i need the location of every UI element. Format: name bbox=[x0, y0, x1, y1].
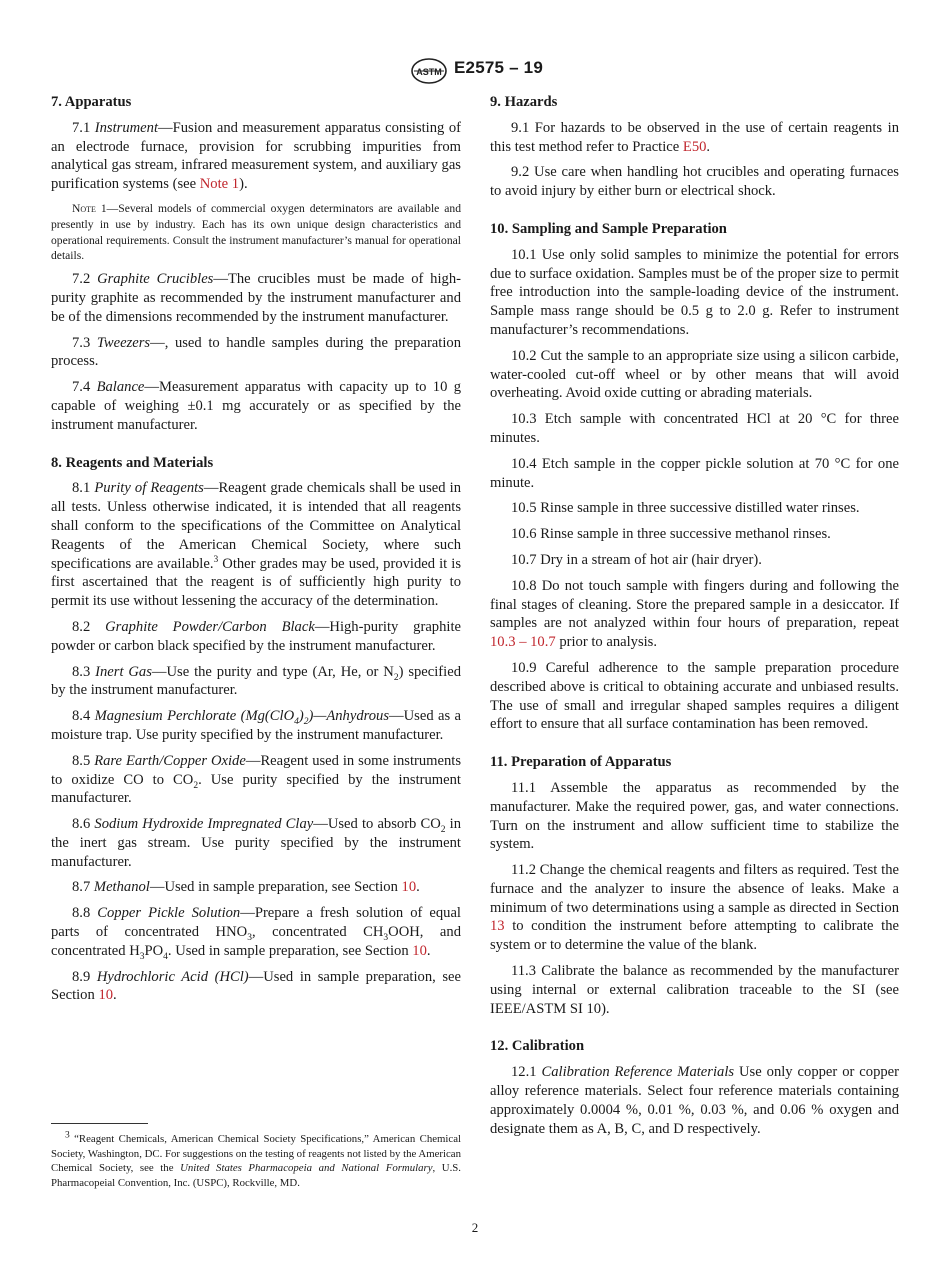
para-7-2: 7.2 Graphite Crucibles—The crucibles must be made of high-purity graphite as recommended by the instrument manufacturer and be of the dimensions recommended by the instrument manufacturer. bbox=[51, 271, 461, 325]
logo-text: ASTM bbox=[416, 67, 442, 77]
astm-logo bbox=[410, 58, 448, 84]
para-10-6: 10.6 Rinse sample in three successive methanol rinses. bbox=[511, 526, 831, 543]
para-10-8: 10.8 Do not touch sample with fingers during and following the final stages of cleaning. Store the prepared sample in a desiccator. If samples are not analyzed within four hours of preparation, repeat 10.3 – 10.7 prior to analysis. bbox=[490, 577, 899, 651]
section-10-link[interactable]: 10 bbox=[98, 987, 114, 1004]
footnote-ref: 3 bbox=[213, 554, 219, 565]
section-10-link[interactable]: 10 bbox=[401, 879, 417, 896]
right-column bbox=[490, 93, 899, 1145]
section-11-heading: 11. Preparation of Apparatus bbox=[490, 754, 672, 771]
para-8-5: 8.5 Rare Earth/Copper Oxide—Reagent used in some instruments to oxidize CO to $CO_2$. Use purity specified by the instrument manufacturer. bbox=[51, 752, 462, 807]
para-10-5: 10.5 Rinse sample in three successive distilled water rinses. bbox=[511, 500, 860, 517]
para-8-4: 8.4 Magnesium Perchlorate $(Mg(ClO_4)_2)—Anhydrous—Used$ as a moisture trap. Use purity specified by the instrument manufacturer. bbox=[51, 708, 461, 743]
section-8-heading: 8. Reagents and Materials bbox=[51, 454, 214, 471]
left-column bbox=[51, 93, 461, 1012]
para-10-2: 10.2 Cut the sample to an appropriate size using a silicon carbide, water-cooled cut-off wheel or by other means that will avoid overheating. Avoid oxide cutting or abrading materials. bbox=[490, 347, 899, 402]
section-13-link[interactable]: 13 bbox=[490, 918, 505, 935]
para-11-3: 11.3 Calibrate the balance as recommended by the manufacturer using internal or external calibration traceable to the SI (see IEEE/ASTM SI 10). bbox=[490, 963, 899, 1017]
note-1: Note 1—Several models of commercial oxygen determinators are available and presently in use by industry. Each has its own unique design characteristics and operational requirements. Consult the instrument manufacturer’s manual for operational details. bbox=[51, 201, 461, 263]
note-1-link[interactable]: Note 1 bbox=[199, 176, 240, 193]
para-8-7: 8.7 Methanol—Used in sample preparation, see Section 10. bbox=[72, 879, 420, 896]
para-10-1: 10.1 Use only solid samples to minimize the potential for errors due to surface oxidation. Samples must be of the proper size to permit free introduction into the sample-loading device of the instrument. Sample mass range should be 0.5 g to 2.0 g. Refer to instrument manufacturer’s recommendations. bbox=[490, 246, 899, 338]
footnote-3: $^3$ “Reagent Chemicals, American Chemical Society Specifications,” American Chemical Society, Washington, DC. For suggestions on the testing of reagents not listed by the American Chemical Society, see the United States Pharmacopeia and National Formulary, U.S. Pharmacopeial Convention, Inc. (USPC), Rockville, MD. bbox=[51, 1130, 461, 1189]
para-7-3: 7.3 Tweezers—, used to handle samples during the preparation process. bbox=[51, 334, 461, 370]
para-10-9: 10.9 Careful adherence to the sample preparation procedure described above is critical to obtaining accurate and unbiased results. The use of small and irregular shaped samples requires a diligent effort to ensure that all surface contamination has been removed. bbox=[490, 659, 899, 733]
para-8-1: 8.1 Purity of Reagents—Reagent grade chemicals shall be used in all tests. Unless otherwise indicated, it is intended that all reagents shall conform to the specifications of the Committee on Analytical Reagents of the American Chemical Society, where such specifications are available.$^3$ Other grades may be used, provided it is first ascertained that the reagent is of sufficiently high purity to permit its use without lessening the accuracy of the determination. bbox=[51, 480, 461, 610]
para-10-3: 10.3 Etch sample with concentrated HCl at 20 °C for three minutes. bbox=[490, 411, 899, 446]
para-9-2: 9.2 Use care when handling hot crucibles and operating furnaces to avoid injury by either burn or electrical shock. bbox=[490, 164, 899, 200]
para-7-1: 7.1 Instrument—Fusion and measurement apparatus consisting of an electrode furnace, provision for scrubbing impurities from analytical gas stream, infrared measurement system, and auxiliary gas purification systems (see Note 1). bbox=[51, 119, 461, 193]
section-12-heading: 12. Calibration bbox=[490, 1038, 585, 1055]
para-11-2: 11.2 Change the chemical reagents and filters as required. Test the furnace and the analyzer to insure the absence of leaks. Make a minimum of two determinations using a sample as directed in Section 13 to condition the instrument before attempting to calibrate the system or to determine the value of the blank. bbox=[490, 862, 899, 954]
para-8-6: 8.6 Sodium Hydroxide Impregnated Clay—Used to absorb $CO_2$ in the inert gas stream. Use purity specified by the instrument manufacturer. bbox=[51, 816, 462, 870]
document-id: E2575 – 19 bbox=[454, 58, 543, 77]
section-7-heading: 7. Apparatus bbox=[51, 94, 132, 110]
para-11-1: 11.1 Assemble the apparatus as recommended by the manufacturer. Make the required power, gas, and water connections. Turn on the instrument and allow sufficient time to stabilize the system. bbox=[490, 779, 899, 853]
para-12-1: 12.1 Calibration Reference Materials Use only copper or copper alloy reference materials. Select four reference materials containing approximately 0.0004 %, 0.01 %, 0.03 %, and 0.06 % oxygen and designate them as A, B, C, and D respectively. bbox=[490, 1064, 899, 1137]
steps-10-3-10-7-link[interactable]: 10.3 – 10.7 bbox=[490, 634, 556, 651]
para-8-9: 8.9 Hydrochloric Acid (HCl)—Used in sample preparation, see Section 10. bbox=[51, 968, 461, 1004]
para-10-4: 10.4 Etch sample in the copper pickle solution at 70 °C for one minute. bbox=[490, 455, 899, 491]
page-number: 2 bbox=[471, 1220, 479, 1235]
para-10-7: 10.7 Dry in a stream of hot air (hair dryer). bbox=[511, 551, 762, 568]
para-8-3: 8.3 Inert Gas—Use the purity and type (Ar, He, or $N_2$) specified by the instrument manufacturer. bbox=[51, 663, 461, 699]
practice-e50-link[interactable]: E50 bbox=[682, 138, 707, 155]
section-10-heading: 10. Sampling and Sample Preparation bbox=[490, 220, 727, 237]
page-header bbox=[0, 56, 950, 86]
para-7-4: 7.4 Balance—Measurement apparatus with capacity up to 10 g capable of weighing ±0.1 mg accurately or as specified by the instrument manufacturer. bbox=[51, 379, 461, 433]
para-8-2: 8.2 Graphite Powder/Carbon Black—High-purity graphite powder or carbon black specified by the instrument manufacturer. bbox=[51, 618, 461, 654]
para-8-8: 8.8 Copper Pickle Solution—Prepare a fresh solution of equal parts of concentrated $HNO_3$, concentrated $CH_3OOH$, and concentrated $H_3PO_4$. Used in sample preparation, see Section 10. bbox=[51, 905, 461, 962]
section-9-heading: 9. Hazards bbox=[490, 94, 558, 110]
section-10-link[interactable]: 10 bbox=[412, 942, 427, 959]
footnote-divider bbox=[51, 1123, 148, 1124]
para-9-1: 9.1 For hazards to be observed in the use of certain reagents in this test method refer to Practice E50. bbox=[490, 119, 899, 155]
